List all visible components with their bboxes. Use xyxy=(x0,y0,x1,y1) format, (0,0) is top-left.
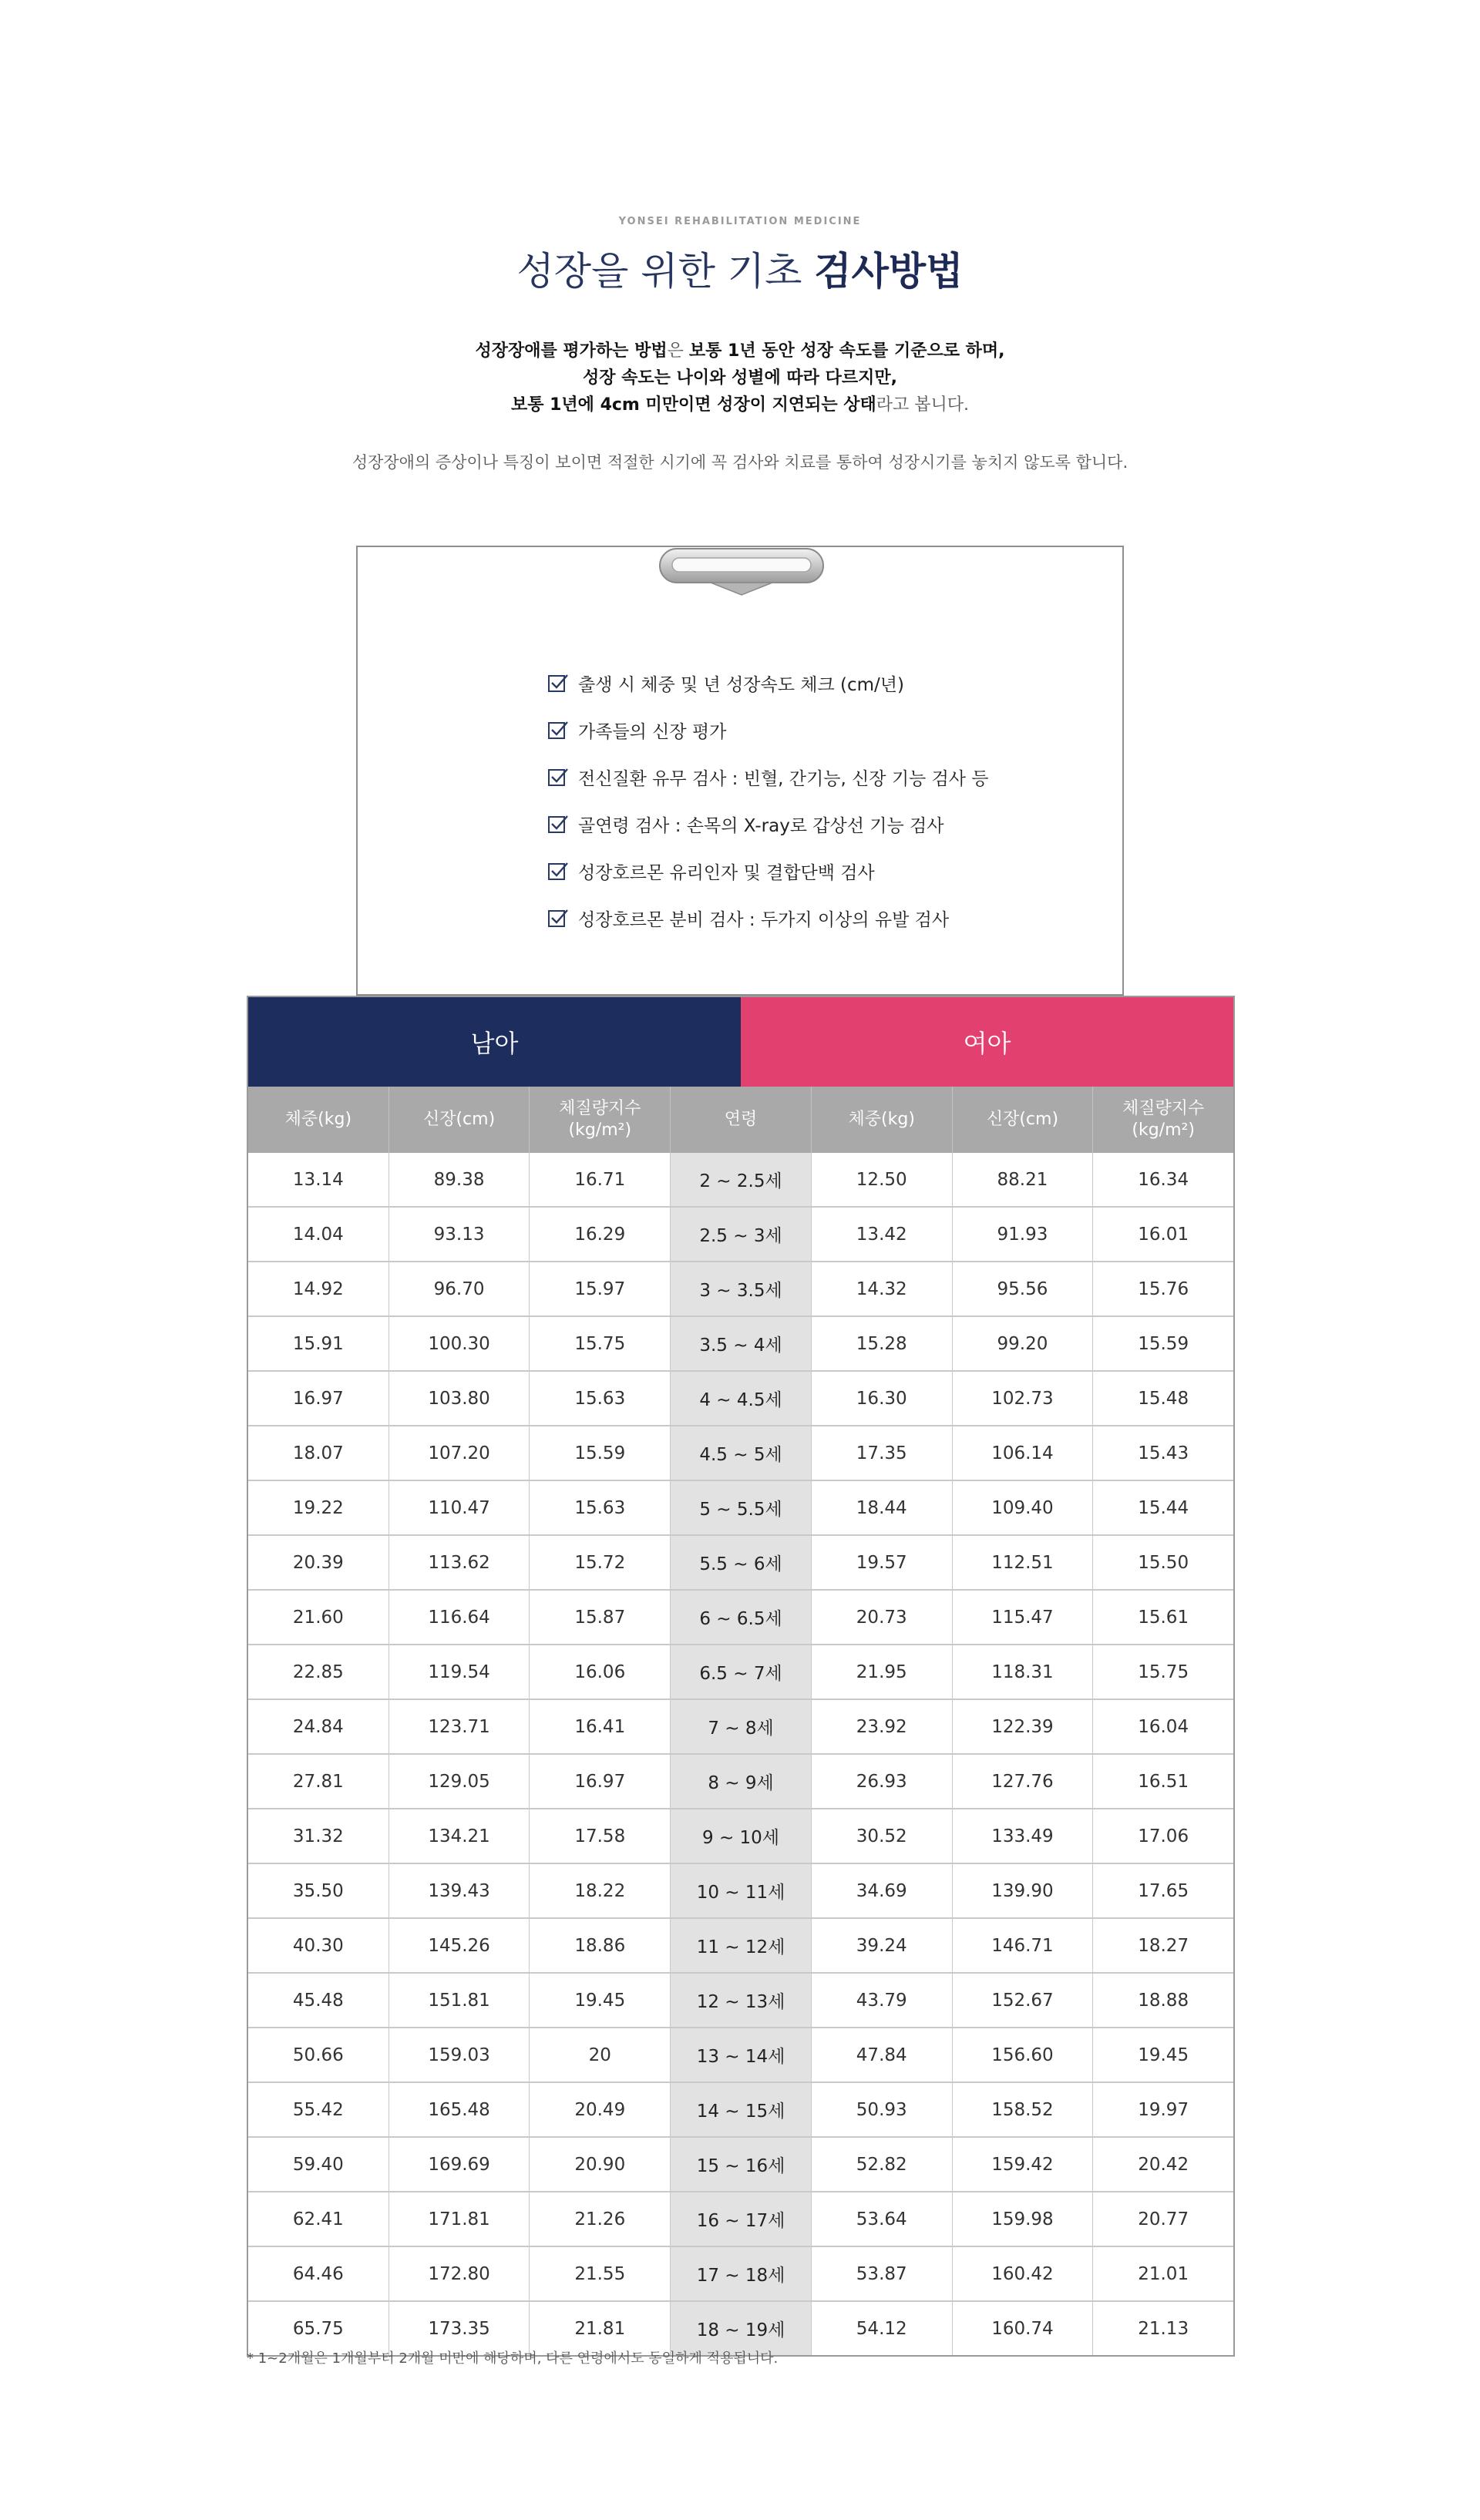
table-cell: 55.42 xyxy=(248,2083,389,2136)
table-cell: 20.73 xyxy=(812,1591,953,1644)
table-cell: 13.14 xyxy=(248,1153,389,1206)
column-header xyxy=(530,1087,671,1153)
table-cell: 20.49 xyxy=(530,2083,671,2136)
checklist-item xyxy=(547,660,989,707)
table-cell: 146.71 xyxy=(953,1919,1094,1972)
table-cell: 16.97 xyxy=(530,1755,671,1808)
table-cell: 16.01 xyxy=(1138,1224,1189,1245)
age-cell: 5 ~ 5.5세 xyxy=(671,1481,812,1534)
binder-clip-icon xyxy=(657,541,826,600)
checklist-item-label: 성장호르몬 분비 검사 : 두가지 이상의 유발 검사 xyxy=(578,910,950,930)
table-cell: 15.75 xyxy=(530,1317,671,1370)
table-cell: 15.87 xyxy=(530,1591,671,1644)
table-body xyxy=(248,1153,1233,2355)
table-cell: 20.42 xyxy=(1138,2154,1189,2175)
age-cell: 13 ~ 14세 xyxy=(671,2028,812,2082)
table-cell: 16.51 xyxy=(1138,1771,1189,1792)
table-cell: 16.04 xyxy=(1138,1716,1189,1737)
table-row xyxy=(248,1972,1233,2027)
intro-line-3 xyxy=(0,391,1480,418)
column-header-row xyxy=(248,1087,1233,1153)
table-cell: 16.41 xyxy=(530,1700,671,1753)
table-row xyxy=(248,2246,1233,2300)
age-cell: 10 ~ 11세 xyxy=(671,1864,812,1917)
table-row xyxy=(248,2191,1233,2246)
column-header-text: (kg/m²) xyxy=(568,1121,632,1140)
table-cell: 15.48 xyxy=(1138,1388,1189,1409)
table-row xyxy=(248,1863,1233,1917)
column-header-text: (kg/m²) xyxy=(1132,1121,1195,1140)
table-cell: 21.95 xyxy=(812,1645,953,1698)
table-cell: 95.56 xyxy=(953,1262,1094,1315)
table-row xyxy=(248,1370,1233,1425)
table-cell: 158.52 xyxy=(953,2083,1094,2136)
table-cell: 169.69 xyxy=(389,2138,530,2191)
checklist-item-label: 전신질환 유무 검사 : 빈혈, 간기능, 신장 기능 검사 등 xyxy=(578,769,989,789)
gender-header xyxy=(248,997,1233,1087)
table-row xyxy=(248,1808,1233,1863)
table-cell: 160.42 xyxy=(953,2247,1094,2300)
table-cell: 18.44 xyxy=(812,1481,953,1534)
table-cell: 107.20 xyxy=(389,1426,530,1480)
checklist-item-label: 성장호르몬 유리인자 및 결합단백 검사 xyxy=(578,863,875,883)
table-cell: 18.07 xyxy=(248,1426,389,1480)
intro-line-1-rest: 보통 1년 동안 성장 속도를 기준으로 하며, xyxy=(688,341,1005,361)
table-cell: 118.31 xyxy=(953,1645,1094,1698)
table-row xyxy=(248,2136,1233,2191)
table-cell: 14.04 xyxy=(248,1208,389,1261)
table-cell: 99.20 xyxy=(953,1317,1094,1370)
table-cell: 133.49 xyxy=(953,1809,1094,1863)
table-cell: 50.66 xyxy=(248,2028,389,2082)
table-cell: 14.92 xyxy=(248,1262,389,1315)
table-cell: 145.26 xyxy=(389,1919,530,1972)
table-cell: 24.84 xyxy=(248,1700,389,1753)
table-cell: 171.81 xyxy=(389,2192,530,2246)
table-cell: 109.40 xyxy=(953,1481,1094,1534)
table-cell: 23.92 xyxy=(812,1700,953,1753)
table-cell: 52.82 xyxy=(812,2138,953,2191)
table-cell: 15.75 xyxy=(1138,1662,1189,1682)
checklist-item xyxy=(547,707,989,754)
table-cell: 21.60 xyxy=(248,1591,389,1644)
table-cell: 129.05 xyxy=(389,1755,530,1808)
intro-line-1-light: 은 xyxy=(667,341,689,361)
table-cell: 100.30 xyxy=(389,1317,530,1370)
lead-text: 성장장애의 증상이나 특징이 보이면 적절한 시기에 꼭 검사와 치료를 통하여 성장시기를 놓치지 않도록 합니다. xyxy=(352,453,1128,472)
table-cell: 122.39 xyxy=(953,1700,1094,1753)
table-cell: 173.35 xyxy=(389,2302,530,2355)
table-cell: 30.52 xyxy=(812,1809,953,1863)
table-cell: 172.80 xyxy=(389,2247,530,2300)
column-header-text: 체중(kg) xyxy=(284,1110,352,1129)
intro-line-3-bold: 보통 1년에 4cm 미만이면 성장이 지연되는 상태 xyxy=(510,395,876,415)
table-row xyxy=(248,1698,1233,1753)
table-cell: 59.40 xyxy=(248,2138,389,2191)
table-cell: 15.91 xyxy=(248,1317,389,1370)
checklist-item xyxy=(547,848,989,895)
table-cell: 15.59 xyxy=(530,1426,671,1480)
table-row xyxy=(248,2027,1233,2082)
table-cell: 17.65 xyxy=(1138,1880,1189,1901)
age-cell: 8 ~ 9세 xyxy=(671,1755,812,1808)
table-row xyxy=(248,1753,1233,1808)
checkbox-checked-icon xyxy=(547,908,569,929)
table-cell: 27.81 xyxy=(248,1755,389,1808)
table-cell: 45.48 xyxy=(248,1974,389,2027)
column-header-text: 체질량지수 xyxy=(1122,1099,1205,1118)
table-cell: 19.22 xyxy=(248,1481,389,1534)
age-cell: 7 ~ 8세 xyxy=(671,1700,812,1753)
table-cell: 159.03 xyxy=(389,2028,530,2082)
column-header xyxy=(389,1087,530,1153)
table-cell: 17.06 xyxy=(1138,1826,1189,1846)
table-cell: 134.21 xyxy=(389,1809,530,1863)
table-cell: 20.90 xyxy=(530,2138,671,2191)
checklist-item xyxy=(547,754,989,801)
checkbox-checked-icon xyxy=(547,720,569,741)
age-cell: 3.5 ~ 4세 xyxy=(671,1317,812,1370)
age-cell: 17 ~ 18세 xyxy=(671,2247,812,2300)
table-cell: 103.80 xyxy=(389,1372,530,1425)
page-title xyxy=(0,240,1480,296)
table-cell: 160.74 xyxy=(953,2302,1094,2355)
table-cell: 53.87 xyxy=(812,2247,953,2300)
table-cell: 156.60 xyxy=(953,2028,1094,2082)
table-row xyxy=(248,1589,1233,1644)
table-cell: 13.42 xyxy=(812,1208,953,1261)
table-cell: 112.51 xyxy=(953,1536,1094,1589)
age-cell: 4 ~ 4.5세 xyxy=(671,1372,812,1425)
table-cell: 165.48 xyxy=(389,2083,530,2136)
checklist-card xyxy=(356,546,1124,996)
table-cell: 89.38 xyxy=(389,1153,530,1206)
age-cell: 18 ~ 19세 xyxy=(671,2302,812,2355)
table-cell: 15.76 xyxy=(1138,1278,1189,1299)
column-header xyxy=(1093,1087,1233,1153)
table-cell: 16.71 xyxy=(530,1153,671,1206)
table-cell: 22.85 xyxy=(248,1645,389,1698)
footnote: * 1~2개월은 1개월부터 2개월 미만에 해당하며, 다른 연령에서도 동일하게 적용됩니다. xyxy=(247,2350,779,2367)
table-cell: 53.64 xyxy=(812,2192,953,2246)
table-cell: 16.97 xyxy=(248,1372,389,1425)
table-cell: 106.14 xyxy=(953,1426,1094,1480)
table-cell: 54.12 xyxy=(812,2302,953,2355)
table-cell: 96.70 xyxy=(389,1262,530,1315)
table-row xyxy=(248,1261,1233,1315)
table-cell: 16.34 xyxy=(1138,1169,1189,1190)
table-cell: 15.61 xyxy=(1138,1607,1189,1628)
table-cell: 39.24 xyxy=(812,1919,953,1972)
intro-line-1-bold: 성장장애를 평가하는 방법 xyxy=(475,341,668,361)
intro-text xyxy=(0,338,1480,418)
table-cell: 110.47 xyxy=(389,1481,530,1534)
table-cell: 16.30 xyxy=(812,1372,953,1425)
table-cell: 15.63 xyxy=(530,1481,671,1534)
age-cell: 16 ~ 17세 xyxy=(671,2192,812,2246)
table-cell: 20.39 xyxy=(248,1536,389,1589)
table-cell: 40.30 xyxy=(248,1919,389,1972)
title-bold: 검사방법 xyxy=(814,249,964,294)
table-cell: 43.79 xyxy=(812,1974,953,2027)
table-cell: 50.93 xyxy=(812,2083,953,2136)
table-cell: 18.27 xyxy=(1138,1935,1189,1956)
checklist xyxy=(547,660,989,942)
table-cell: 151.81 xyxy=(389,1974,530,2027)
table-cell: 62.41 xyxy=(248,2192,389,2246)
table-cell: 17.58 xyxy=(530,1809,671,1863)
table-cell: 16.29 xyxy=(530,1208,671,1261)
table-cell: 15.44 xyxy=(1138,1497,1189,1518)
table-cell: 93.13 xyxy=(389,1208,530,1261)
intro-line-2: 성장 속도는 나이와 성별에 따라 다르지만, xyxy=(583,368,897,388)
table-cell: 15.43 xyxy=(1138,1443,1189,1463)
table-cell: 18.88 xyxy=(1138,1990,1189,2011)
table-cell: 102.73 xyxy=(953,1372,1094,1425)
table-cell: 19.45 xyxy=(530,1974,671,2027)
table-row xyxy=(248,1644,1233,1698)
girl-header: 여아 xyxy=(741,997,1233,1087)
table-row xyxy=(248,2082,1233,2136)
intro-line-3-light: 라고 봅니다. xyxy=(876,395,970,415)
age-cell: 4.5 ~ 5세 xyxy=(671,1426,812,1480)
table-cell: 139.90 xyxy=(953,1864,1094,1917)
age-cell: 6.5 ~ 7세 xyxy=(671,1645,812,1698)
table-cell: 152.67 xyxy=(953,1974,1094,2027)
table-cell: 159.98 xyxy=(953,2192,1094,2246)
table-cell: 16.06 xyxy=(530,1645,671,1698)
table-cell: 35.50 xyxy=(248,1864,389,1917)
table-cell: 31.32 xyxy=(248,1809,389,1863)
table-row xyxy=(248,1153,1233,1206)
table-cell: 19.57 xyxy=(812,1536,953,1589)
age-cell: 2.5 ~ 3세 xyxy=(671,1208,812,1261)
checkbox-checked-icon xyxy=(547,673,569,694)
boy-header: 남아 xyxy=(248,997,741,1087)
table-cell: 21.01 xyxy=(1138,2263,1189,2284)
table-cell: 113.62 xyxy=(389,1536,530,1589)
table-cell: 91.93 xyxy=(953,1208,1094,1261)
table-cell: 19.97 xyxy=(1138,2099,1189,2120)
table-cell: 15.63 xyxy=(530,1372,671,1425)
title-light: 성장을 위한 기초 xyxy=(516,249,815,294)
table-cell: 14.32 xyxy=(812,1262,953,1315)
age-cell: 14 ~ 15세 xyxy=(671,2083,812,2136)
table-cell: 123.71 xyxy=(389,1700,530,1753)
checklist-item-label: 골연령 검사 : 손목의 X-ray로 갑상선 기능 검사 xyxy=(578,816,944,836)
table-cell: 65.75 xyxy=(248,2302,389,2355)
table-cell: 88.21 xyxy=(953,1153,1094,1206)
column-header-text: 체중(kg) xyxy=(848,1110,915,1129)
column-header-text: 체질량지수 xyxy=(559,1099,641,1118)
table-cell: 127.76 xyxy=(953,1755,1094,1808)
column-header xyxy=(671,1087,812,1153)
column-header xyxy=(953,1087,1094,1153)
table-cell: 21.81 xyxy=(530,2302,671,2355)
table-cell: 64.46 xyxy=(248,2247,389,2300)
table-cell: 12.50 xyxy=(812,1153,953,1206)
table-cell: 34.69 xyxy=(812,1864,953,1917)
table-cell: 47.84 xyxy=(812,2028,953,2082)
age-cell: 11 ~ 12세 xyxy=(671,1919,812,1972)
checklist-item-label: 출생 시 체중 및 년 성장속도 체크 (cm/년) xyxy=(578,675,904,695)
checkbox-checked-icon xyxy=(547,767,569,788)
column-header-text: 연령 xyxy=(724,1110,758,1129)
table-cell: 17.35 xyxy=(812,1426,953,1480)
table-cell: 15.72 xyxy=(530,1536,671,1589)
table-cell: 116.64 xyxy=(389,1591,530,1644)
table-row xyxy=(248,1480,1233,1534)
table-cell: 15.50 xyxy=(1138,1552,1189,1573)
growth-table xyxy=(247,996,1235,2357)
table-row xyxy=(248,1534,1233,1589)
age-cell: 6 ~ 6.5세 xyxy=(671,1591,812,1644)
table-cell: 115.47 xyxy=(953,1591,1094,1644)
brand-eyebrow: YONSEI REHABILITATION MEDICINE xyxy=(618,216,862,227)
age-cell: 2 ~ 2.5세 xyxy=(671,1153,812,1206)
checkbox-checked-icon xyxy=(547,861,569,882)
table-cell: 19.45 xyxy=(1138,2045,1189,2065)
checklist-item xyxy=(547,895,989,942)
table-cell: 26.93 xyxy=(812,1755,953,1808)
age-cell: 3 ~ 3.5세 xyxy=(671,1262,812,1315)
age-cell: 9 ~ 10세 xyxy=(671,1809,812,1863)
table-cell: 21.26 xyxy=(530,2192,671,2246)
checklist-item xyxy=(547,801,989,848)
column-header-text: 신장(cm) xyxy=(986,1110,1059,1129)
table-row xyxy=(248,1425,1233,1480)
table-cell: 119.54 xyxy=(389,1645,530,1698)
age-cell: 15 ~ 16세 xyxy=(671,2138,812,2191)
age-cell: 12 ~ 13세 xyxy=(671,1974,812,2027)
checkbox-checked-icon xyxy=(547,814,569,835)
column-header xyxy=(248,1087,389,1153)
table-cell: 139.43 xyxy=(389,1864,530,1917)
table-cell: 21.55 xyxy=(530,2247,671,2300)
checklist-item-label: 가족들의 신장 평가 xyxy=(578,722,727,742)
table-cell: 20.77 xyxy=(1138,2209,1189,2229)
table-row xyxy=(248,1206,1233,1261)
table-cell: 18.22 xyxy=(530,1864,671,1917)
table-cell: 15.97 xyxy=(530,1262,671,1315)
table-row xyxy=(248,1315,1233,1370)
column-header xyxy=(812,1087,953,1153)
table-cell: 21.13 xyxy=(1138,2318,1189,2339)
table-cell: 20 xyxy=(530,2028,671,2082)
age-cell: 5.5 ~ 6세 xyxy=(671,1536,812,1589)
table-cell: 15.59 xyxy=(1138,1333,1189,1354)
intro-line-1 xyxy=(0,338,1480,365)
table-row xyxy=(248,1917,1233,1972)
table-cell: 18.86 xyxy=(530,1919,671,1972)
table-cell: 159.42 xyxy=(953,2138,1094,2191)
column-header-text: 신장(cm) xyxy=(422,1110,496,1129)
table-cell: 15.28 xyxy=(812,1317,953,1370)
